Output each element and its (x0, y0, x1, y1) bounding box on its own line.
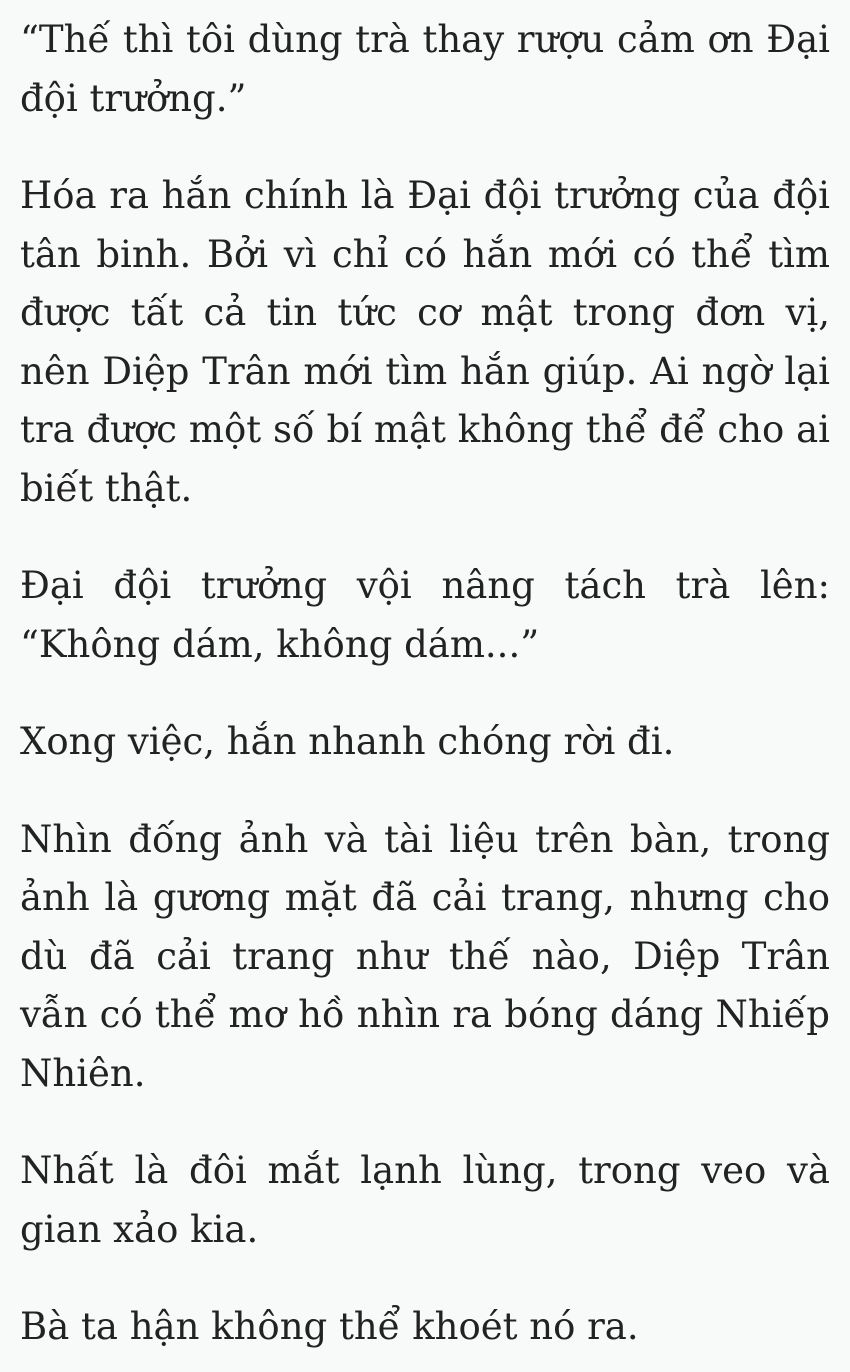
story-paragraph-7: Bà ta hận không thể khoét nó ra. (20, 1305, 639, 1348)
story-paragraph-4: Xong việc, hắn nhanh chóng rời đi. (20, 720, 675, 763)
story-paragraph-3: Đại đội trưởng vội nâng tách trà lên: “Không dám, không dám...” (20, 564, 830, 666)
story-paragraph-5: Nhìn đống ảnh và tài liệu trên bàn, trong ảnh là gương mặt đã cải trang, nhưng cho dù đã cải trang như thế nào, Diệp Trân vẫn có thể mơ hồ nhìn ra bóng dáng Nhiếp Nhiên. (20, 817, 830, 1095)
story-paragraph-2: Hóa ra hắn chính là Đại đội trưởng của đội tân binh. Bởi vì chỉ có hắn mới có thể tìm được tất cả tin tức cơ mật trong đơn vị, nên Diệp Trân mới tìm hắn giúp. Ai ngờ lại tra được một số bí mật không thể để cho ai biết thật. (20, 174, 830, 510)
story-paragraph-6: Nhất là đôi mắt lạnh lùng, trong veo và gian xảo kia. (20, 1149, 830, 1251)
story-paragraph-1: “Thế thì tôi dùng trà thay rượu cảm ơn Đại đội trưởng.” (20, 18, 830, 120)
